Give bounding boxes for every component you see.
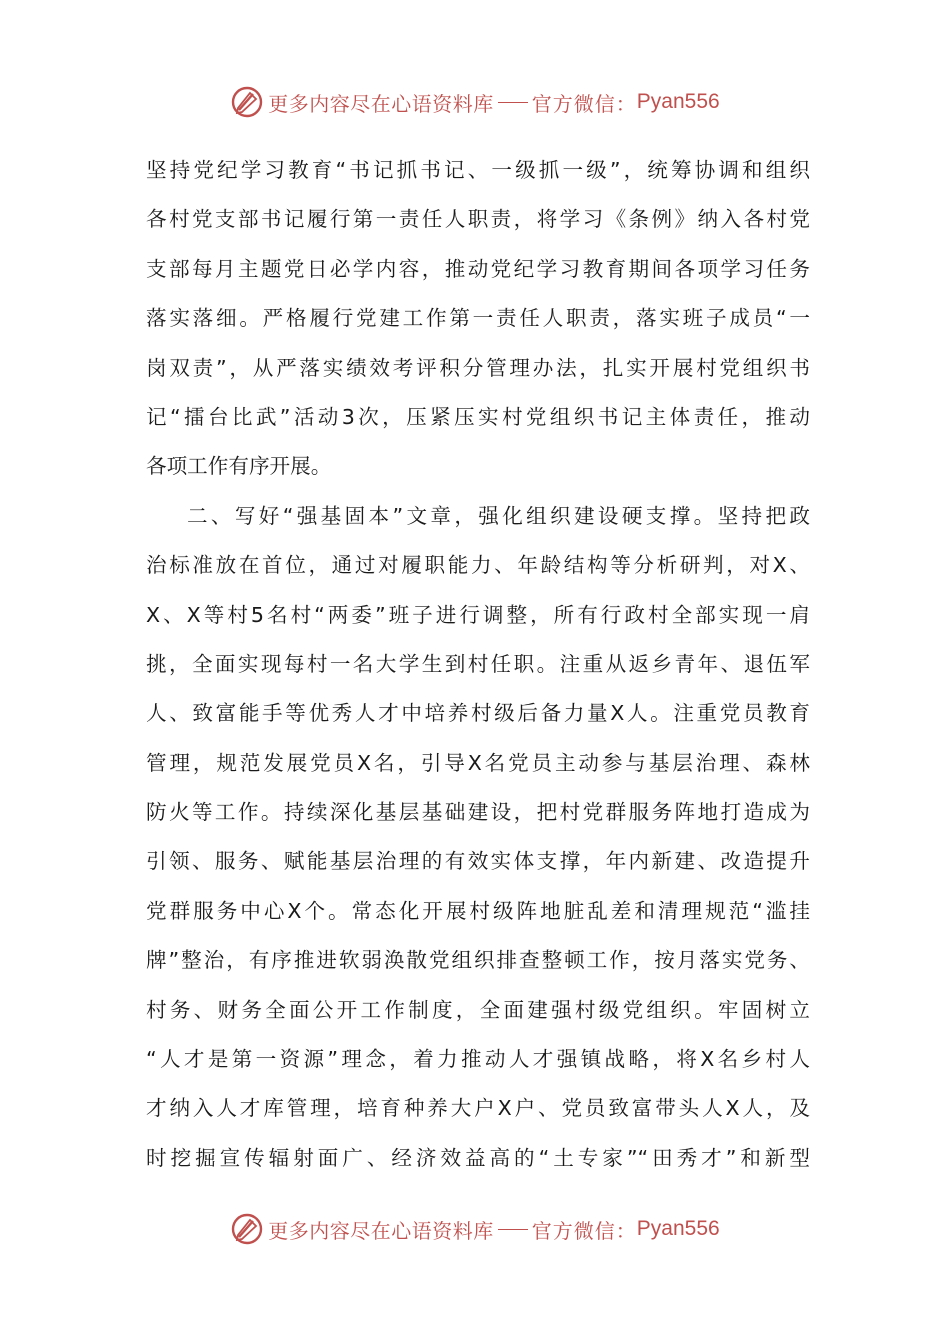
body-line: 防火等工作。持续深化基层基础建设，把村党群服务阵地打造成为 bbox=[146, 800, 810, 825]
body-line: 岗双责”，从严落实绩效考评积分管理办法，扎实开展村党组织书 bbox=[146, 355, 810, 380]
body-line: 村务、财务全面公开工作制度，全面建强村级党组织。牢固树立 bbox=[146, 997, 810, 1022]
body-line: 挑，全面实现每村一名大学生到村任职。注重从返乡青年、退伍军 bbox=[146, 651, 810, 676]
body-line: 党群服务中心X个。常态化开展村级阵地脏乱差和清理规范“滥挂 bbox=[146, 898, 810, 923]
body-line: 人、致富能手等优秀人才中培养村级后备力量X人。注重党员教育 bbox=[146, 701, 810, 726]
body-line: 牌”整治，有序推进软弱涣散党组织排查整顿工作，按月落实党务、 bbox=[146, 948, 810, 973]
body-line: 才纳入人才库管理，培育种养大户X户、党员致富带头人X人，及 bbox=[146, 1096, 810, 1121]
section-heading-line: 二、写好“强基固本”文章，强化组织建设硬支撑。坚持把政 bbox=[187, 503, 810, 528]
banner-brand-text: 更多内容尽在心语资料库 bbox=[268, 91, 494, 116]
body-line: 支部每月主题党日必学内容，推动党纪学习教育期间各项学习任务 bbox=[146, 256, 810, 281]
banner-brand-text: 更多内容尽在心语资料库 bbox=[268, 1218, 494, 1243]
banner-contact-label: 官方微信： bbox=[531, 91, 637, 116]
banner-account-id: Pyan556 bbox=[636, 90, 720, 113]
banner-contact-label: 官方微信： bbox=[531, 1218, 637, 1243]
body-line: 各项工作有序开展。 bbox=[146, 454, 332, 479]
pen-logo-icon bbox=[230, 1212, 264, 1246]
body-line: “人才是第一资源”理念，着力推动人才强镇战略，将X名乡村人 bbox=[146, 1047, 810, 1072]
document-body bbox=[146, 146, 810, 1183]
footer-watermark-banner bbox=[0, 1209, 950, 1249]
body-line: 时挖掘宣传辐射面广、经济效益高的“土专家”“田秀才”和新型 bbox=[146, 1145, 810, 1170]
header-watermark-banner bbox=[0, 82, 950, 122]
body-line: 记“擂台比武”活动3次，压紧压实村党组织书记主体责任，推动 bbox=[146, 404, 810, 429]
body-line: 坚持党纪学习教育“书记抓书记、一级抓一级”，统筹协调和组织 bbox=[146, 158, 810, 182]
body-line: 引领、服务、赋能基层治理的有效实体支撑，年内新建、改造提升 bbox=[146, 849, 810, 874]
body-line: 管理，规范发展党员X名，引导X名党员主动参与基层治理、森林 bbox=[146, 750, 810, 775]
banner-divider bbox=[498, 102, 528, 103]
banner-account-id: Pyan556 bbox=[636, 1217, 720, 1240]
body-line: 各村党支部书记履行第一责任人职责，将学习《条例》纳入各村党 bbox=[146, 207, 810, 232]
body-line: 落实落细。严格履行党建工作第一责任人职责，落实班子成员“一 bbox=[146, 306, 810, 331]
body-line: X、X等村5名村“两委”班子进行调整，所有行政村全部实现一肩 bbox=[146, 602, 810, 627]
banner-divider bbox=[498, 1229, 528, 1230]
pen-logo-icon bbox=[230, 85, 264, 119]
body-line: 治标准放在首位，通过对履职能力、年龄结构等分析研判，对X、 bbox=[146, 553, 810, 578]
